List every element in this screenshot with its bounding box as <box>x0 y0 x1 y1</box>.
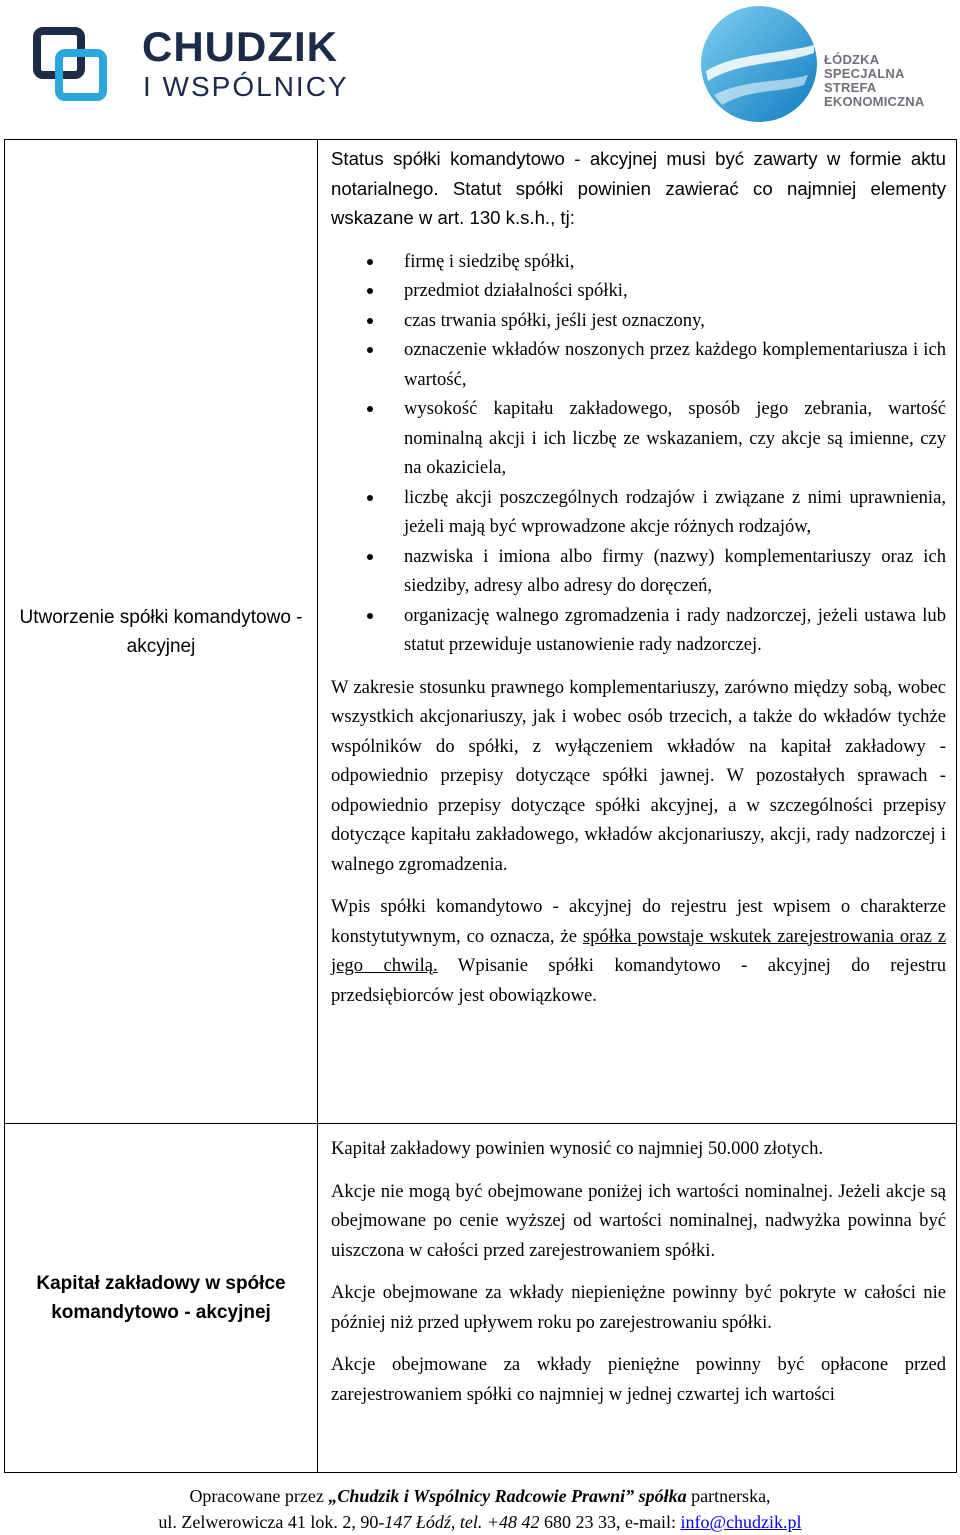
row-label: Utworzenie spółki komandytowo - akcyjnej <box>5 140 318 1124</box>
capital-paragraph: Kapitał zakładowy powinien wynosić co najmniej 50.000 złotych. <box>331 1138 824 1159</box>
page-header <box>0 0 960 135</box>
sez-line: SPECJALNA <box>824 66 905 81</box>
legal-relation-paragraph: W zakresie stosunku prawnego komplementariuszy, zarówno między sobą, wobec wszystkich akcjonariuszy, jak i wobec osób trzecich, a także do wkładów tychże wspólników do spółki, z wyłączeniem wkładów na kapitał zakładowy - odpowiednio przepisy dotyczące spółki jawnej. W pozostałych sprawach - odpowiednio przepisy dotyczące spółki akcyjnej, a w szczególności przepisy dotyczące kapitału zakładowego, wkładów akcjonariuszy, akcji, rady nadzorczej i walnego zgromadzenia. <box>331 676 946 875</box>
list-item: liczbę akcji poszczególnych rodzajów i związane z nimi uprawnienia, jeżeli mają być wprowadzone akcje różnych rodzajów, <box>404 483 946 542</box>
row-label: Kapitał zakładowy w spółce komandytowo - akcyjnej <box>5 1124 318 1473</box>
page-footer <box>0 1483 960 1535</box>
list-item: nazwiska i imiona albo firmy (nazwy) komplementariuszy oraz ich siedziby, adresy albo adresy do doręczeń, <box>404 542 946 601</box>
logo-subtitle: I WSPÓLNICY <box>143 71 349 102</box>
table-row <box>5 140 957 1124</box>
list-item: organizację walnego zgromadzenia i rady nadzorczej, jeżeli ustawa lub statut przewiduje ustanowienie rady nadzorczej. <box>404 601 946 660</box>
email-link[interactable]: info@chudzik.pl <box>680 1512 802 1532</box>
underlined-text: spółka powstaje wskutek zarejestrowania oraz z jego chwilą. <box>331 925 946 976</box>
footer-address: ul. Zelwerowicza 41 lok. 2, 90- <box>158 1512 385 1532</box>
text-span: Wpisanie spółki komandytowo - akcyjnej do rejestru przedsiębiorców jest obowiązkowe. <box>331 955 946 1006</box>
registration-paragraph <box>331 892 946 1010</box>
table-row <box>5 1124 957 1473</box>
list-item: oznaczenie wkładów noszonych przez każdego komplementariusza i ich wartość, <box>404 335 946 394</box>
list-item: przedmiot działalności spółki, <box>404 276 946 306</box>
statute-elements-list <box>331 247 946 660</box>
list-item: wysokość kapitału zakładowego, sposób jego zebrania, wartość nominalną akcji i ich liczbę ze wskazaniem, czy akcje są imienne, czy na okaziciela, <box>404 394 946 483</box>
capital-paragraph: Akcje obejmowane za wkłady pieniężne powinny być opłacone przed zarejestrowaniem spółki co najmniej w jednej czwartej ich wartości <box>331 1354 946 1405</box>
list-item: czas trwania spółki, jeśli jest oznaczony, <box>404 306 946 336</box>
sez-line: ŁÓDZKA <box>824 52 880 67</box>
footer-line-1 <box>0 1483 960 1509</box>
footer-line-2 <box>0 1509 960 1535</box>
text-span: Wpis spółki komandytowo - akcyjnej do rejestru jest wpisem o charakterze konstytutywnym, co oznacza, że <box>331 896 946 947</box>
capital-paragraph: Akcje nie mogą być obejmowane poniżej ich wartości nominalnej. Jeżeli akcje są obejmowane po cenie wyższej od wartości nominalnej, nadwyżka powinna być uiszczona w całości przed zarejestrowaniem spółki. <box>331 1180 946 1261</box>
sez-line: STREFA <box>824 80 877 95</box>
capital-paragraph: Akcje obejmowane za wkłady niepieniężne powinny być pokryte w całości nie później niż przed upływem roku po zarejestrowaniu spółki. <box>331 1282 946 1333</box>
content-table <box>4 139 957 1473</box>
logo-name: CHUDZIK <box>142 23 338 70</box>
footer-address-italic: 147 Łódź, tel. +48 42 <box>384 1512 540 1532</box>
list-item: firmę i siedzibę spółki, <box>404 247 946 277</box>
footer-contact: 680 23 33, e-mail: <box>539 1512 681 1532</box>
footer-firm: „Chudzik i Wspólnicy Radcowie Prawni” spółka <box>328 1486 687 1506</box>
chudzik-logo-icon <box>33 27 107 101</box>
intro-paragraph: Status spółki komandytowo - akcyjnej musi być zawarty w formie aktu notarialnego. Statut spółki powinien zawierać co najmniej elementy wskazane w art. 130 k.s.h., tj: <box>331 148 946 228</box>
row-content <box>318 140 957 1124</box>
footer-prefix: Opracowane przez <box>189 1486 329 1506</box>
sez-logo-text <box>824 53 924 109</box>
footer-suffix: partnerska, <box>686 1486 771 1506</box>
row-content <box>318 1124 957 1473</box>
sez-line: EKONOMICZNA <box>824 94 925 109</box>
sez-logo-icon <box>700 5 818 123</box>
